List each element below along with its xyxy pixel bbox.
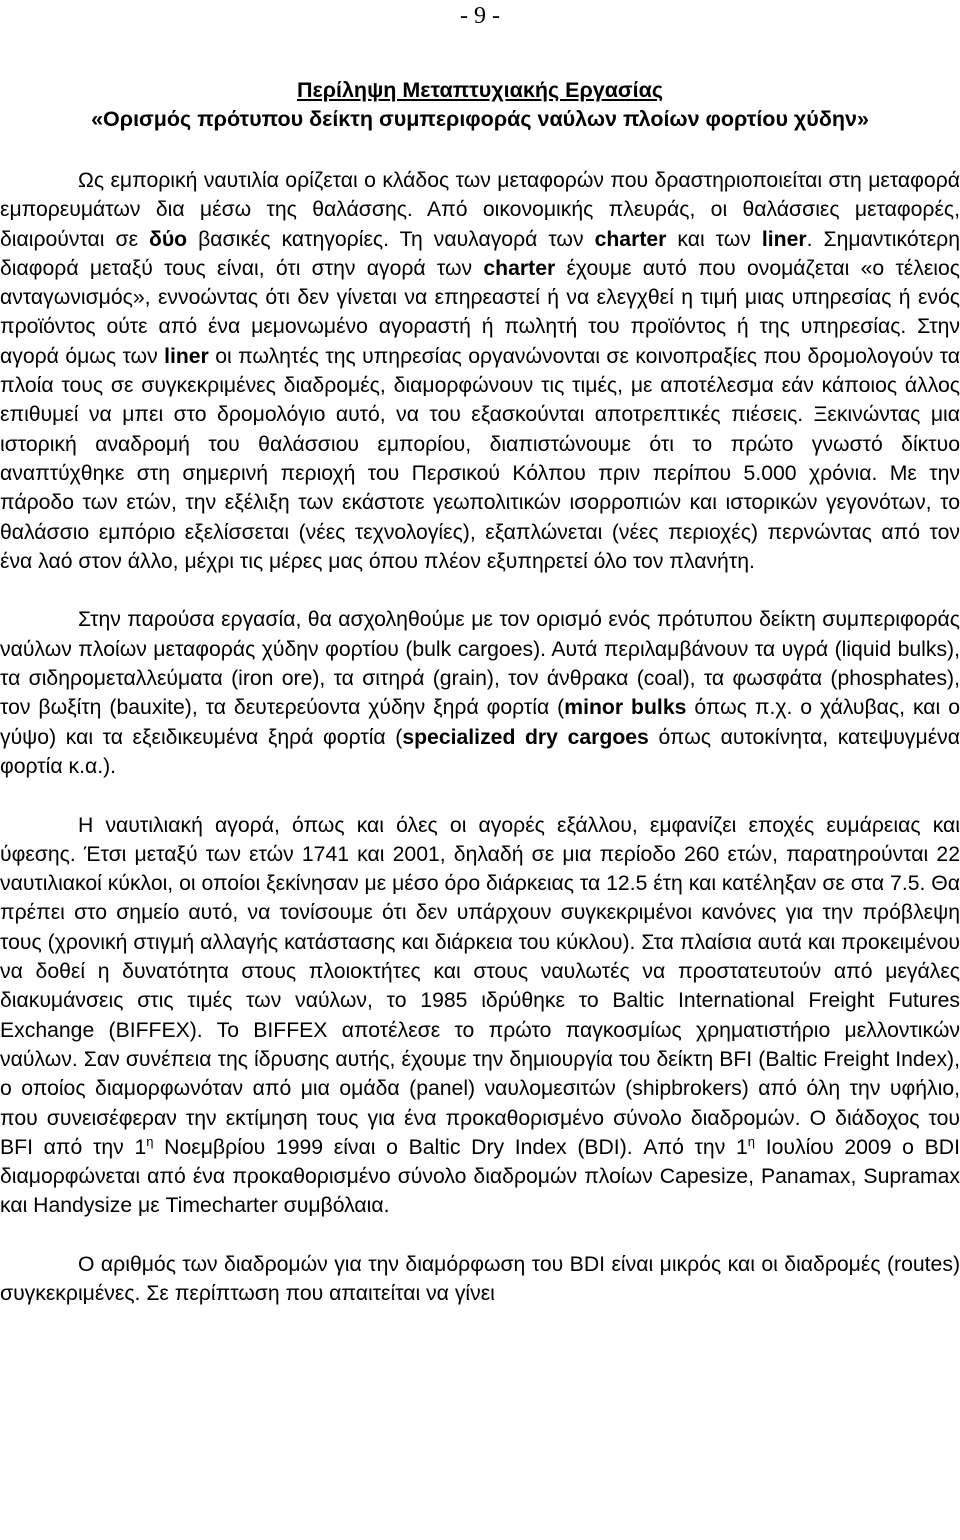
- document-subtitle: «Ορισμός πρότυπου δείκτη συμπεριφοράς ναύλων πλοίων φορτίου χύδην»: [91, 107, 869, 131]
- text-run: Η ναυτιλιακή αγορά, όπως και όλες οι αγορές εξάλλου, εμφανίζει εποχές ευμάρειας και ύφεσης. Έτσι μεταξύ των ετών 1741 και 2001, δηλαδή σε μια περίοδο 260 ετών, παρατηρούνται 22 ναυτιλιακοί κύκλοι, οι οποίοι ξεκίνησαν με μέσο όρο διάρκειας τα 12.5 έτη και κατέληξαν σε στα 7.5. Θα πρέπει στο σημείο αυτό, να τονίσουμε ότι δεν υπάρχουν συγκεκριμένοι κανόνες για την πρόβλεψη τους (χρονική στιγμή αλλαγής κατάστασης και διάρκεια του κύκλου). Στα πλαίσια αυτά και προκειμένου να δοθεί η δυνατότητα στους πλοιοκτήτες και στους ναυλωτές να προστατευτούν από μεγάλες διακυμάνσεις στις τιμές των ναύλων, το 1985 ιδρύθηκε το Baltic International Freight Futures Exchange (BIFFEX). To BIFFEX αποτέλεσε το πρώτο παγκοσμίως χρηματιστήριο μελλοντικών ναύλων. Σαν συνέπεια της ίδρυσης αυτής, έχουμε την δημιουργία του δείκτη BFI (Baltic Freight Index), ο οποίος διαμορφωνόταν από μια ομάδα (panel) ναυλομεσιτών (shipbrokers) από όλη την υφήλιο, που συνεισέφεραν την εκτίμηση τους για ένα προκαθορισμένο σύνολο διαδρομών. Ο διάδοχος του BFI από την 1: [0, 813, 960, 1159]
- text-run: Ως εμπορική ναυτιλία ορίζεται ο κλάδος των μεταφορών που δραστηριοποιείται στη μεταφορά εμπορευμάτων δια μέσω της θαλάσσης. Από οικονομικής πλευράς, οι θαλάσσιες μεταφορές, διαιρούνται σε: [0, 169, 960, 251]
- superscript: η: [747, 1133, 756, 1149]
- paragraph-2: [0, 605, 960, 781]
- text-run: Ιουλίου 2009 ο BDI διαμορφώνεται από ένα προκαθορισμένο σύνολο διαδρομών πλοίων Capesize, Panamax, Supramax και Handysize με Timecharter συμβόλαια.: [0, 1135, 960, 1218]
- text-run: . Σημαντικότερη διαφορά μεταξύ τους είναι, ότι στην αγορά των: [0, 227, 960, 280]
- bold-term: δύο: [149, 227, 188, 251]
- text-run: όπως αυτοκίνητα, κατεψυγμένα φορτία κ.α.).: [0, 725, 960, 778]
- paragraph-3: [0, 811, 960, 1221]
- bold-term: charter: [483, 256, 556, 280]
- document-body: [0, 166, 960, 1309]
- text-run: και των: [666, 227, 762, 251]
- paragraph-1: [0, 166, 960, 576]
- text-run: όπως π.χ. ο χάλυβας, και ο γύψο) και τα εξειδικευμένα ξηρά φορτία (: [0, 696, 960, 749]
- text-run: βασικές κατηγορίες. Τη ναυλαγορά των: [187, 227, 595, 251]
- text-run: οι πωλητές της υπηρεσίας οργανώνονται σε κοινοπραξίες που δρομολογούν τα πλοία τους σε συγκεκριμένες διαδρομές, διαμορφώνουν τις τιμές, με αποτέλεσμα εάν κάποιος άλλος επιθυμεί να μπει στο δρομολόγιο αυτό, να του εξασκούνται αποτρεπτικές πιέσεις. Ξεκινώντας μια ιστορική αναδρομή του θαλάσσιου εμπορίου, διαπιστώνουμε ότι το πρώτο γνωστό δίκτυο αναπτύχθηκε στη σημερινή περιοχή του Περσικού Κόλπου πριν περίπου 5.000 χρόνια. Με την πάροδο των ετών, την εξέλιξη των εκάστοτε γεωπολιτικών ισορροπιών και ιστορικών γεγονότων, το θαλάσσιο εμπόριο εξελίσσεται (νέες τεχνολογίες), εξαπλώνεται (νέες περιοχές) περνώντας από τον ένα λαό στον άλλο, μέχρι τις μέρες μας όπου πλέον εξυπηρετεί όλο τον πλανήτη.: [0, 344, 960, 573]
- text-run: Νοεμβρίου 1999 είναι ο Baltic Dry Index (BDI). Από την 1: [153, 1135, 748, 1159]
- text-run: έχουμε αυτό που ονομάζεται «ο τέλειος ανταγωνισμός», εννοώντας ότι δεν γίνεται να επηρεαστεί ή να ελεγχθεί η τιμή μιας υπηρεσίας ή ενός προϊόντος ούτε από ένα μεμονωμένο αγοραστή ή πωλητή του προϊόντος ή της υπηρεσίας. Στην αγορά όμως των: [0, 256, 960, 368]
- bold-term: liner: [761, 227, 807, 251]
- superscript: η: [146, 1133, 154, 1149]
- bold-term: specialized dry cargoes: [402, 725, 649, 749]
- bold-term: minor bulks: [564, 696, 687, 720]
- bold-term: charter: [594, 227, 667, 251]
- document-title: Περίληψη Μεταπτυχιακής Εργασίας: [296, 78, 664, 102]
- text-run: Στην παρούσα εργασία, θα ασχοληθούμε με τον ορισμό ενός πρότυπου δείκτη συμπεριφοράς ναύλων πλοίων μεταφοράς χύδην φορτίου (bulk cargoes). Αυτά περιλαμβάνουν τα υγρά (liquid bulks), τα σιδηρομεταλλεύματα (iron ore), τα σιτηρά (grain), τον άνθρακα (coal), τα φωσφάτα (phosphates), τον βωξίτη (bauxite), τα δευτερεύοντα χύδην ξηρά φορτία (: [0, 608, 960, 720]
- paragraph-4: [0, 1250, 960, 1309]
- bold-term: liner: [164, 344, 209, 368]
- title-block: [0, 76, 960, 134]
- text-run: Ο αριθμός των διαδρομών για την διαμόρφωση του BDI είναι μικρός και οι διαδρομές (routes) συγκεκριμένες. Σε περίπτωση που απαιτείται να γίνει: [0, 1252, 960, 1306]
- page-number: - 9 -: [460, 3, 500, 29]
